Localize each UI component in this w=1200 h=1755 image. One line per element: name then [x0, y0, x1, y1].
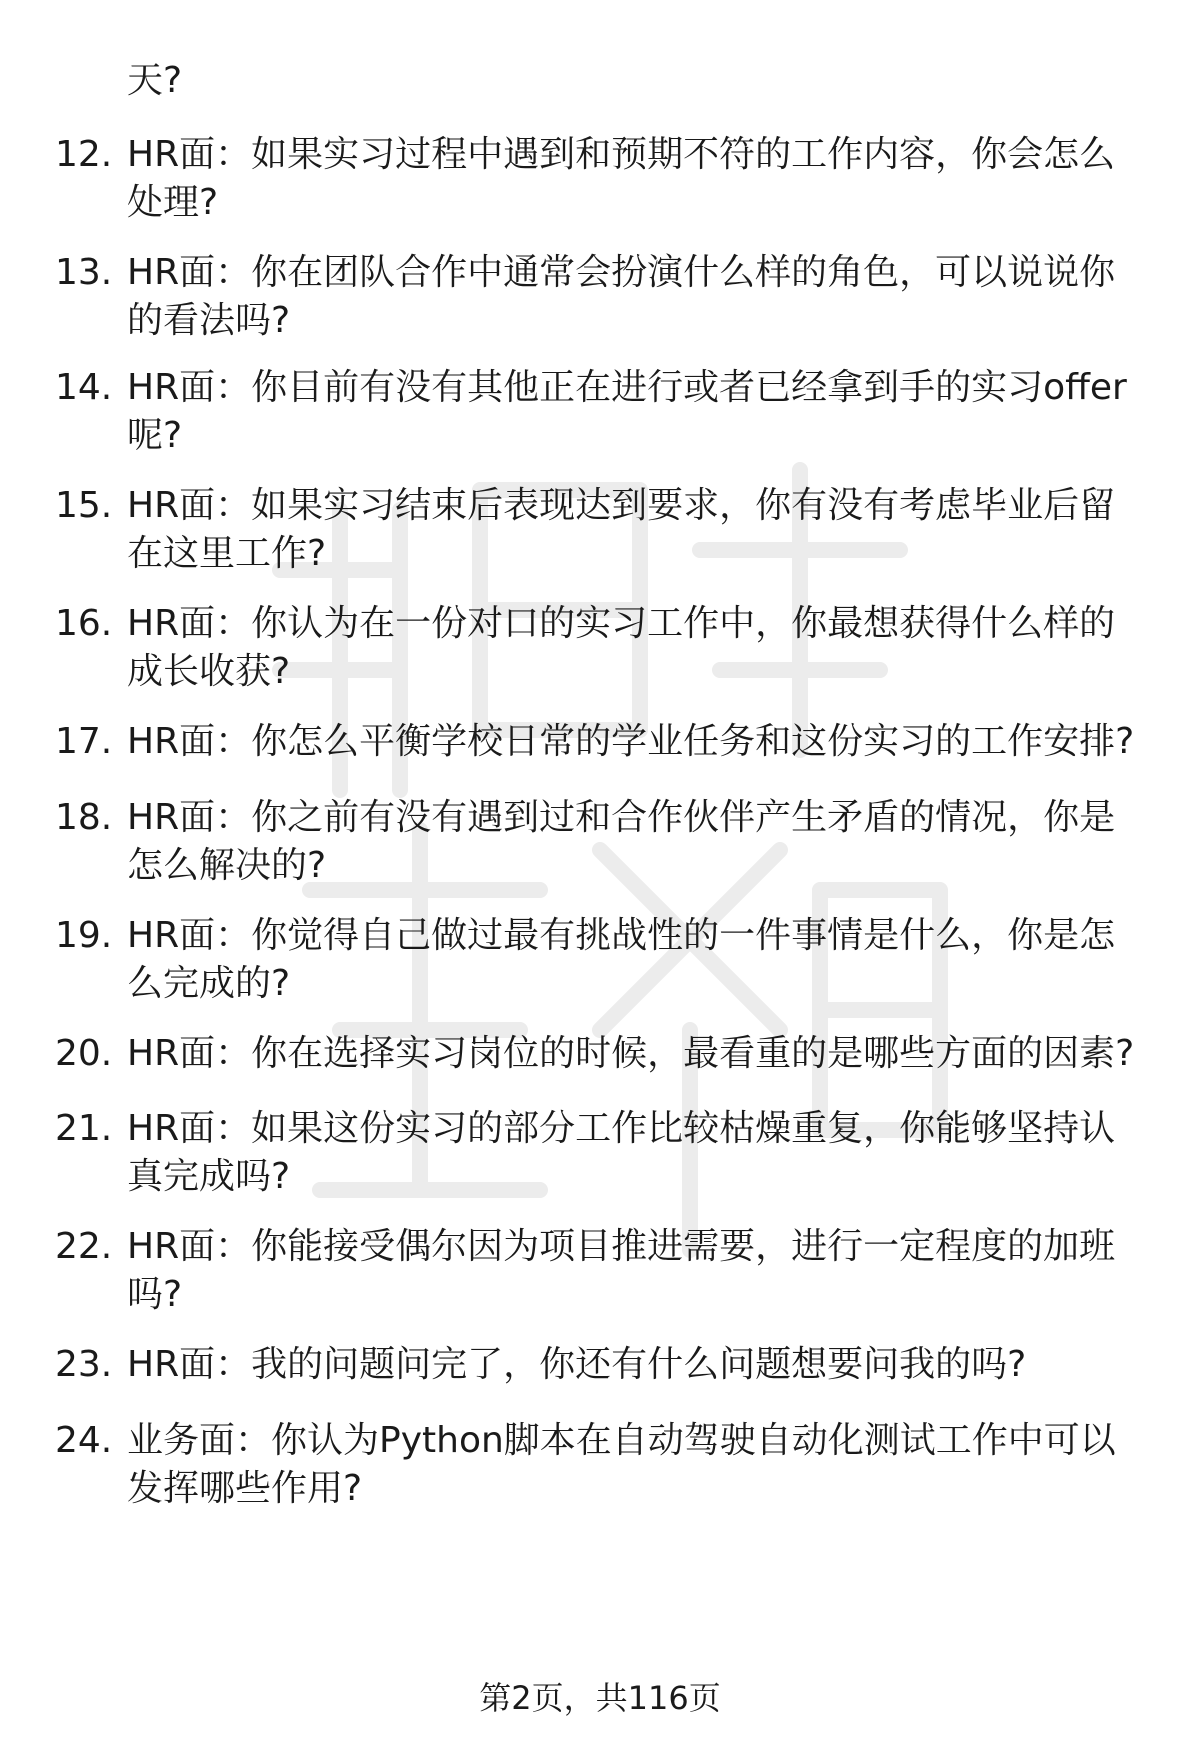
list-item-text: 业务面：你认为Python脚本在自动驾驶自动化测试工作中可以发挥哪些作用?	[127, 1420, 1116, 1509]
list-item-number: 20.	[55, 1033, 113, 1074]
list-item-text: HR面：你认为在一份对口的实习工作中，你最想获得什么样的成长收获?	[127, 603, 1116, 692]
list-item-text: HR面：你之前有没有遇到过和合作伙伴产生矛盾的情况，你是怎么解决的?	[127, 797, 1116, 886]
list-item-number: 16.	[55, 603, 113, 644]
list-item-text: HR面：你怎么平衡学校日常的学业任务和这份实习的工作安排?	[127, 721, 1135, 762]
list-item-number: 14.	[55, 367, 113, 408]
list-item-number: 23.	[55, 1344, 113, 1385]
list-item-text: HR面：你在团队合作中通常会扮演什么样的角色，可以说说你的看法吗?	[127, 252, 1116, 341]
list-item-text: HR面：你能接受偶尔因为项目推进需要，进行一定程度的加班吗?	[127, 1226, 1116, 1315]
list-item-text: HR面：我的问题问完了，你还有什么问题想要问我的吗?	[127, 1344, 1027, 1385]
page-footer: 第2页，共116页	[479, 1679, 721, 1717]
list-item-number: 12.	[55, 134, 113, 175]
list-item-text: HR面：你觉得自己做过最有挑战性的一件事情是什么，你是怎么完成的?	[127, 915, 1116, 1004]
list-item-number: 19.	[55, 915, 113, 956]
list-item-text: HR面：如果实习过程中遇到和预期不符的工作内容，你会怎么处理?	[127, 134, 1116, 223]
list-item-number: 13.	[55, 252, 113, 293]
list-item-number: 15.	[55, 485, 113, 526]
list-item-text: HR面：你在选择实习岗位的时候，最看重的是哪些方面的因素?	[127, 1033, 1135, 1074]
list-item-number: 22.	[55, 1226, 113, 1267]
list-item-number: 18.	[55, 797, 113, 838]
list-item-number: 21.	[55, 1108, 113, 1149]
list-item-text: HR面：如果实习结束后表现达到要求，你有没有考虑毕业后留在这里工作?	[127, 485, 1116, 574]
list-item-number: 24.	[55, 1420, 113, 1461]
list-item-text: HR面：如果这份实习的部分工作比较枯燥重复，你能够坚持认真完成吗?	[127, 1108, 1116, 1197]
list-item-text: HR面：你目前有没有其他正在进行或者已经拿到手的实习offer呢?	[127, 367, 1127, 456]
list-item-number: 17.	[55, 721, 113, 762]
list-item-text: 天?	[127, 60, 183, 101]
